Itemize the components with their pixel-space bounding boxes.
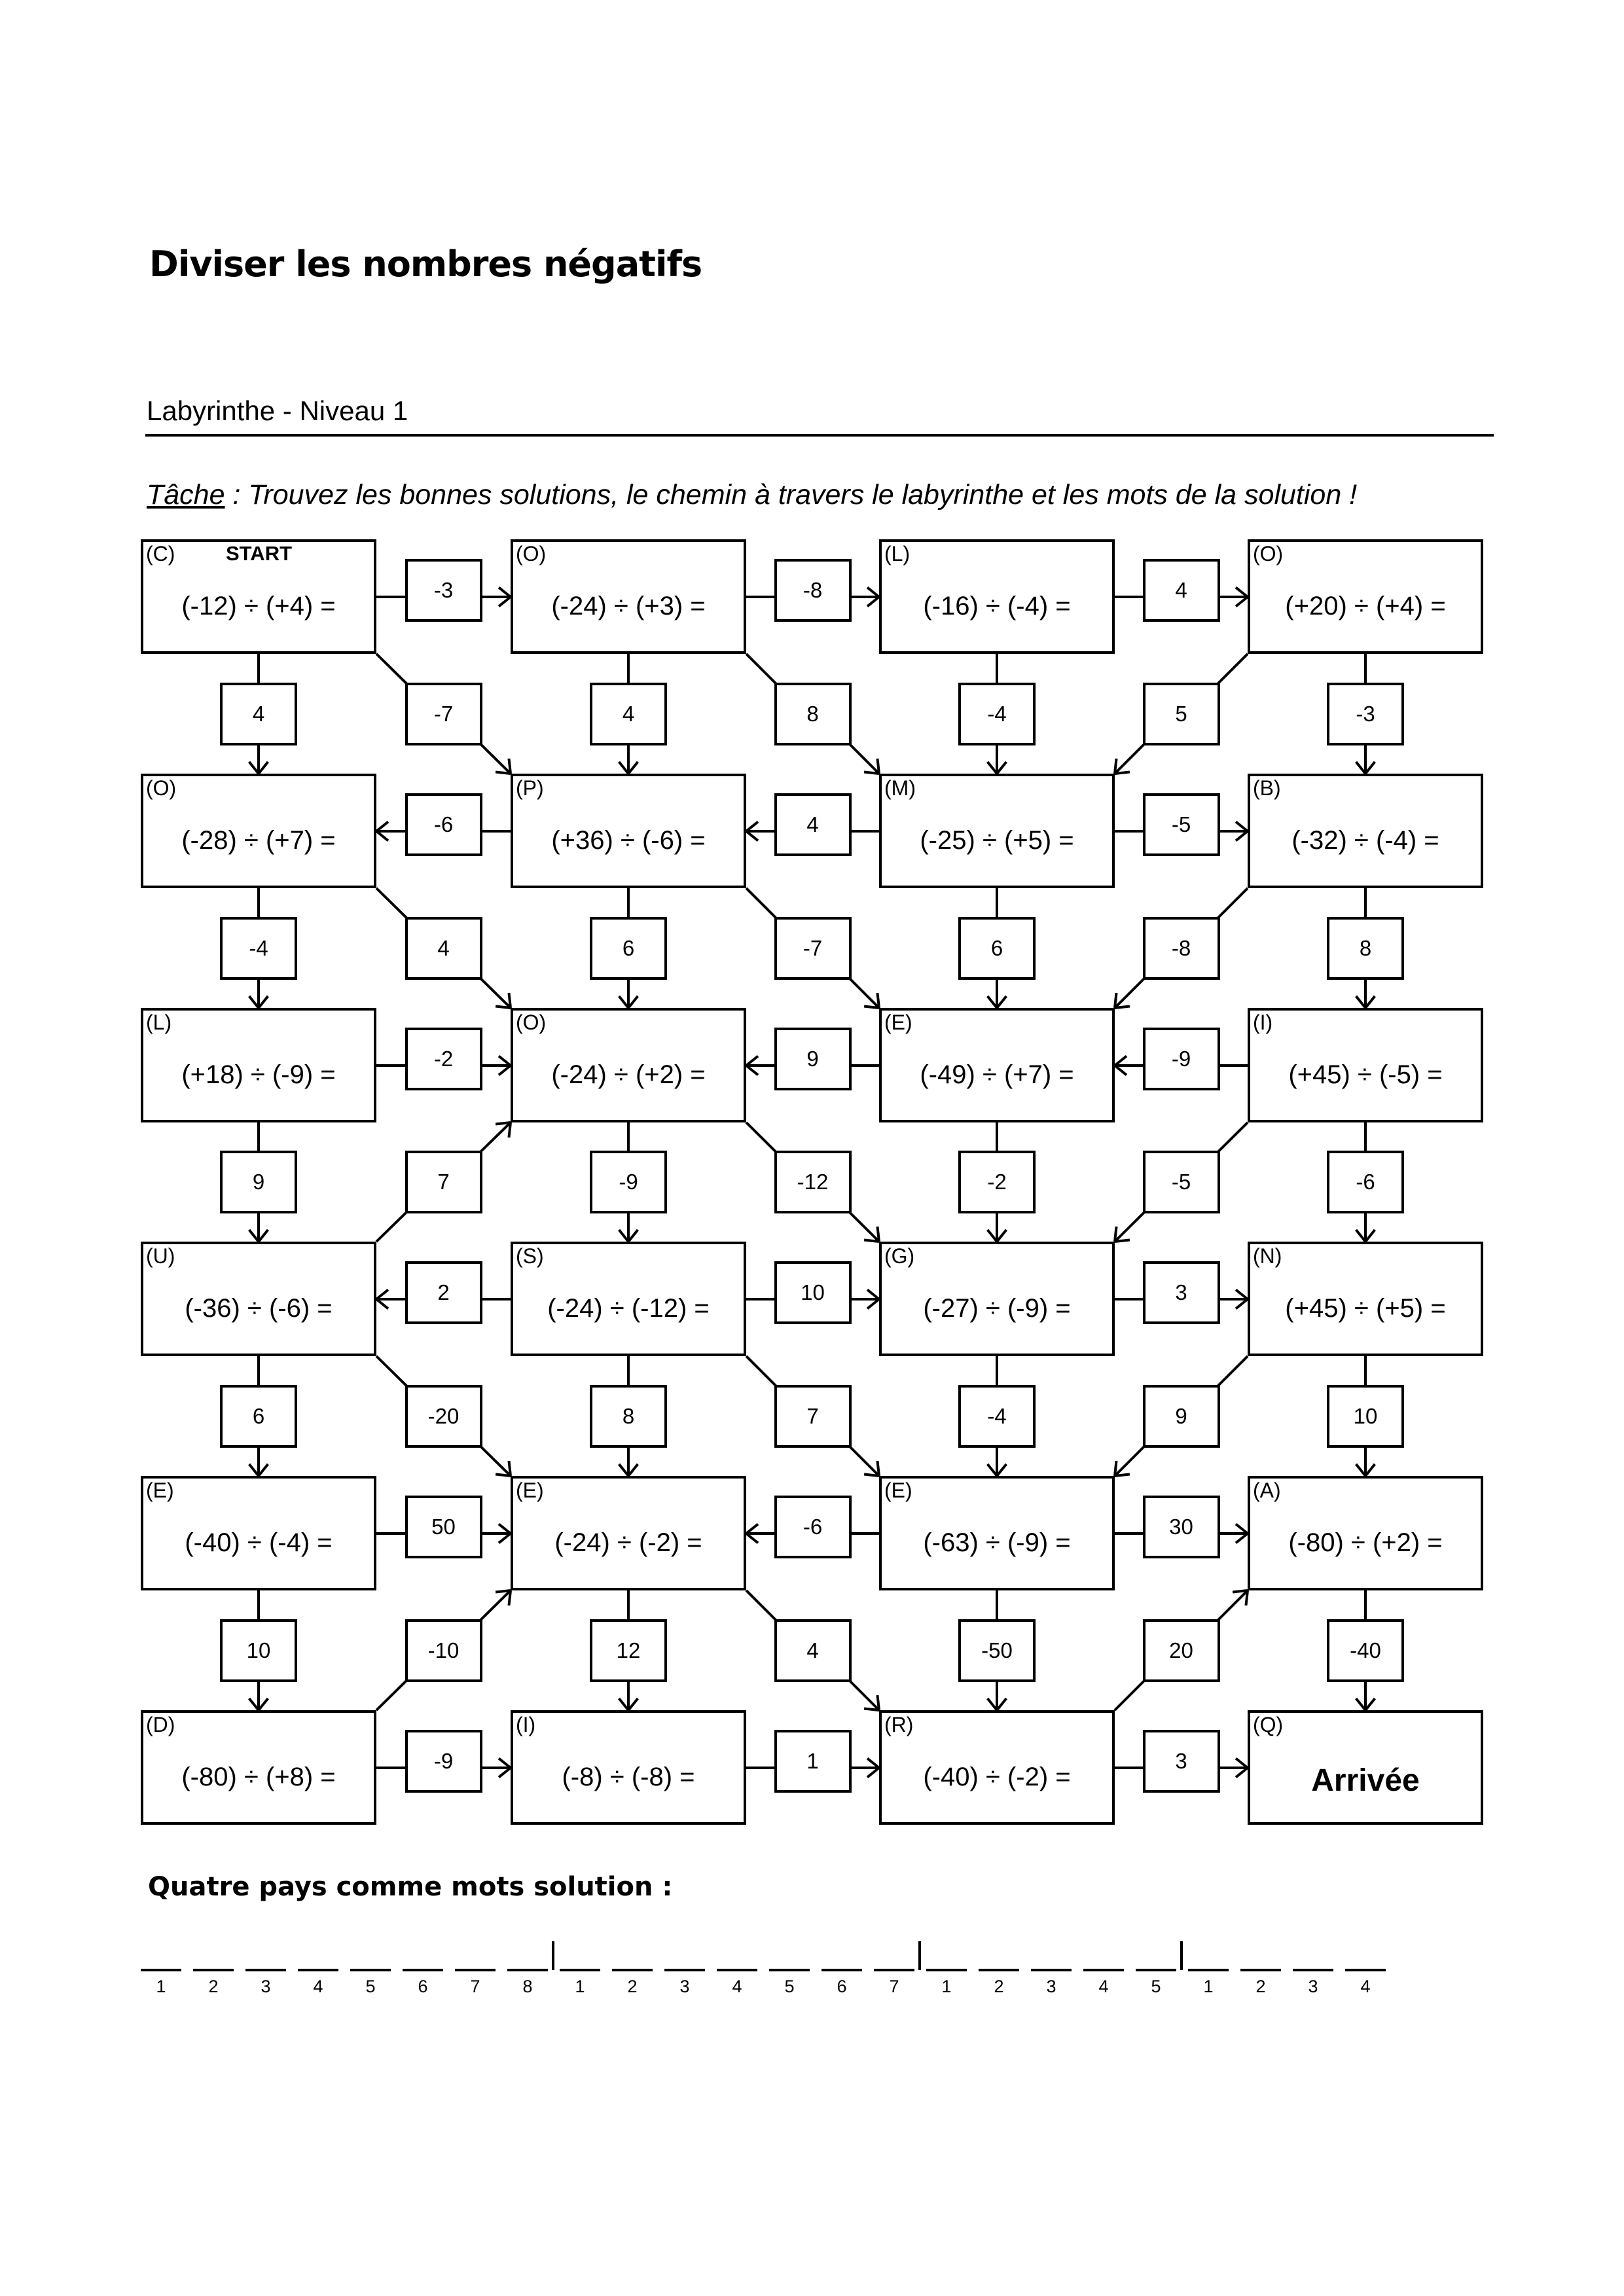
answer-option[interactable]: -6 (774, 1496, 852, 1558)
division-expression: (-25) ÷ (+5) = (920, 826, 1074, 855)
letter-blank[interactable] (1083, 1943, 1124, 1971)
connector-line (249, 1464, 259, 1476)
blank-number: 1 (156, 1977, 166, 1996)
answer-option[interactable]: 20 (1143, 1619, 1220, 1682)
connector-line (997, 1464, 1006, 1476)
connector-line (376, 1299, 388, 1308)
word-separator (1180, 1941, 1183, 1970)
division-expression: (+36) ÷ (-6) = (551, 826, 706, 855)
blank-number: 2 (627, 1977, 638, 1996)
answer-option[interactable]: 10 (774, 1261, 852, 1324)
answer-option[interactable]: -9 (1143, 1028, 1220, 1090)
letter-blank[interactable] (979, 1943, 1019, 1971)
division-expression: (+45) ÷ (+5) = (1285, 1294, 1446, 1323)
letter-blank[interactable] (1345, 1943, 1386, 1971)
division-expression: (-40) ÷ (-4) = (185, 1528, 333, 1557)
answer-option[interactable]: 4 (774, 793, 852, 856)
answer-option[interactable]: 7 (405, 1151, 482, 1213)
connector-line (1115, 772, 1130, 774)
connector-line (376, 822, 388, 831)
maze-cell (141, 1242, 376, 1356)
connector-line (877, 993, 879, 1008)
answer-option[interactable]: -5 (1143, 793, 1220, 856)
blank-number: 1 (575, 1977, 585, 1996)
answer-option[interactable]: -6 (1327, 1151, 1404, 1213)
division-expression: (-49) ÷ (+7) = (920, 1060, 1074, 1089)
connector-line (988, 1698, 997, 1710)
connector-line (1236, 831, 1248, 840)
division-expression: (-80) ÷ (+8) = (181, 1763, 336, 1791)
maze-cell (1248, 1242, 1483, 1356)
maze-cell (511, 1710, 746, 1825)
maze-cell (141, 1008, 376, 1122)
answer-option[interactable]: 8 (590, 1385, 667, 1448)
blank-number: 3 (679, 1977, 690, 1996)
connector-line (259, 762, 268, 774)
letter-blank[interactable] (507, 1943, 548, 1971)
letter-blank[interactable] (141, 1943, 181, 1971)
maze-cell (879, 1476, 1115, 1590)
connector-line (1115, 1240, 1130, 1242)
connector-line (1365, 762, 1375, 774)
connector-line (1236, 588, 1248, 597)
letter-blank[interactable] (1293, 1943, 1333, 1971)
connector-line (619, 1698, 628, 1710)
connector-line (988, 1230, 997, 1242)
maze-cell (879, 539, 1115, 654)
division-expression: (-63) ÷ (-9) = (923, 1528, 1071, 1557)
connector-line (867, 1759, 879, 1768)
connector-line (864, 772, 879, 774)
maze-cell (1248, 1008, 1483, 1122)
maze-cell (879, 774, 1115, 888)
blank-number: 4 (1360, 1977, 1371, 1996)
connector-line (997, 1230, 1006, 1242)
connector-line (499, 597, 511, 606)
answer-option[interactable]: -9 (590, 1151, 667, 1213)
connector-line (867, 1290, 879, 1299)
cell-letter: (C) (146, 542, 175, 565)
connector-line (259, 1464, 268, 1476)
letter-blank[interactable] (874, 1943, 914, 1971)
maze-cell (511, 1476, 746, 1590)
letter-blank[interactable] (612, 1943, 653, 1971)
connector-line (496, 1590, 511, 1592)
answer-option[interactable]: 9 (774, 1028, 852, 1090)
answer-option[interactable]: 6 (958, 917, 1036, 980)
connector-line (1115, 993, 1117, 1008)
division-expression: (-24) ÷ (-2) = (554, 1528, 702, 1557)
connector-line (1115, 1056, 1127, 1066)
letter-blank[interactable] (350, 1943, 391, 1971)
answer-option[interactable]: -9 (405, 1730, 482, 1793)
connector-line (376, 1290, 388, 1299)
answer-option[interactable]: 10 (220, 1619, 297, 1682)
connector-line (746, 1056, 758, 1066)
cell-letter: (U) (146, 1244, 175, 1268)
answer-option[interactable]: 3 (1143, 1261, 1220, 1324)
connector-line (877, 759, 879, 774)
blank-number: 7 (470, 1977, 480, 1996)
blank-number: 3 (261, 1977, 271, 1996)
connector-line (864, 1474, 879, 1476)
blank-number: 4 (313, 1977, 323, 1996)
connector-line (864, 1240, 879, 1242)
connector-line (1115, 759, 1117, 774)
blank-number: 5 (1151, 1977, 1161, 1996)
letter-blank[interactable] (560, 1943, 600, 1971)
cell-letter: (E) (884, 1479, 912, 1502)
connector-line (864, 1708, 879, 1710)
letter-blank[interactable] (821, 1943, 862, 1971)
maze-cell (1248, 539, 1483, 654)
blank-number: 5 (365, 1977, 376, 1996)
cell-letter: (O) (516, 542, 547, 565)
connector-line (1365, 996, 1375, 1008)
cell-letter: (I) (516, 1713, 536, 1736)
connector-line (499, 1759, 511, 1768)
connector-line (988, 762, 997, 774)
letter-blank[interactable] (245, 1943, 286, 1971)
division-expression: (-12) ÷ (+4) = (181, 592, 336, 620)
blank-number: 8 (522, 1977, 533, 1996)
blank-number: 6 (418, 1977, 428, 1996)
letter-blank[interactable] (664, 1943, 705, 1971)
maze-cell (511, 1008, 746, 1122)
maze-cell (511, 1242, 746, 1356)
answer-option[interactable]: 5 (1143, 683, 1220, 745)
blank-number: 2 (994, 1977, 1004, 1996)
word-separator (918, 1941, 921, 1970)
division-expression: (-24) ÷ (+2) = (551, 1060, 706, 1089)
answer-option[interactable]: 30 (1143, 1496, 1220, 1558)
connector-line (619, 762, 628, 774)
connector-line (1233, 1590, 1248, 1592)
cell-letter: (B) (1253, 776, 1281, 800)
connector-line (1115, 1227, 1117, 1242)
maze-cell (1248, 1476, 1483, 1590)
answer-option[interactable]: -6 (405, 793, 482, 856)
connector-line (499, 1768, 511, 1777)
answer-option[interactable]: 9 (1143, 1385, 1220, 1448)
connector-line (628, 1698, 638, 1710)
cell-letter: (Q) (1253, 1713, 1284, 1736)
cell-letter: (P) (516, 776, 544, 800)
connector-line (499, 1524, 511, 1534)
connector-line (509, 1590, 511, 1605)
solution-blanks (141, 1943, 1450, 1995)
division-expression: (-28) ÷ (+7) = (181, 826, 336, 855)
connector-line (997, 996, 1006, 1008)
connector-line (867, 597, 879, 606)
connector-line (496, 772, 511, 774)
solution-title: Quatre pays comme mots solution : (148, 1872, 673, 1902)
letter-blank[interactable] (769, 1943, 810, 1971)
task-text: : Trouvez les bonnes solutions, le chemin à travers le labyrinthe et les mots de la solution ! (225, 479, 1358, 511)
answer-option[interactable]: 8 (774, 683, 852, 745)
connector-line (496, 1122, 511, 1124)
connector-line (496, 1006, 511, 1008)
answer-option[interactable]: 7 (774, 1385, 852, 1448)
connector-line (1236, 1290, 1248, 1299)
answer-option[interactable]: 4 (220, 683, 297, 745)
connector-line (1236, 1759, 1248, 1768)
cell-letter: (G) (884, 1244, 915, 1268)
cell-letter: (E) (146, 1479, 174, 1502)
answer-option[interactable]: 1 (774, 1730, 852, 1793)
blank-number: 1 (941, 1977, 952, 1996)
letter-blank[interactable] (193, 1943, 234, 1971)
division-expression: (-40) ÷ (-2) = (923, 1763, 1071, 1791)
letter-blank[interactable] (455, 1943, 496, 1971)
finish-label: Arrivée (1311, 1763, 1420, 1798)
answer-option[interactable]: -8 (1143, 917, 1220, 980)
connector-line (249, 1698, 259, 1710)
maze-cell (879, 1008, 1115, 1122)
cell-letter: (L) (884, 542, 911, 565)
answer-option[interactable]: -3 (1327, 683, 1404, 745)
answer-option[interactable]: -2 (405, 1028, 482, 1090)
connector-line (746, 1066, 758, 1075)
answer-option[interactable]: 6 (590, 917, 667, 980)
blank-number: 5 (784, 1977, 795, 1996)
answer-option[interactable]: 4 (1143, 559, 1220, 622)
connector-line (259, 1698, 268, 1710)
connector-line (1356, 1464, 1365, 1476)
letter-blank[interactable] (1136, 1943, 1176, 1971)
division-expression: (-36) ÷ (-6) = (185, 1294, 333, 1323)
division-expression: (-16) ÷ (-4) = (923, 592, 1071, 620)
connector-line (1356, 1230, 1365, 1242)
maze-cell (511, 774, 746, 888)
connector-line (1365, 1230, 1375, 1242)
connector-line (1115, 1461, 1117, 1476)
connector-line (509, 1461, 511, 1476)
connector-line (249, 996, 259, 1008)
task-label: Tâche (147, 479, 225, 511)
maze-cell (511, 539, 746, 654)
connector-line (628, 762, 638, 774)
worksheet-subtitle: Labyrinthe - Niveau 1 (147, 395, 408, 426)
connector-line (1356, 996, 1365, 1008)
word-separator (552, 1941, 554, 1970)
connector-line (509, 1122, 511, 1138)
blank-number: 1 (1203, 1977, 1214, 1996)
answer-option[interactable]: 8 (1327, 917, 1404, 980)
connector-line (499, 588, 511, 597)
division-expression: (-80) ÷ (+2) = (1288, 1528, 1443, 1557)
maze-cell (1248, 1710, 1483, 1825)
connector-line (1236, 597, 1248, 606)
connector-line (1356, 762, 1365, 774)
connector-line (499, 1056, 511, 1066)
connector-line (376, 831, 388, 840)
answer-option[interactable]: 9 (220, 1151, 297, 1213)
blank-number: 6 (837, 1977, 847, 1996)
connector-line (1115, 1066, 1127, 1075)
connector-line (988, 996, 997, 1008)
connector-line (867, 1299, 879, 1308)
connector-line (628, 1464, 638, 1476)
blank-number: 3 (1308, 1977, 1318, 1996)
letter-blank[interactable] (1188, 1943, 1229, 1971)
cell-letter: (R) (884, 1713, 914, 1736)
connector-line (628, 996, 638, 1008)
maze-cell (141, 539, 376, 654)
connector-line (628, 1230, 638, 1242)
page-title: Diviser les nombres négatifs (149, 243, 702, 285)
connector-line (1236, 1534, 1248, 1543)
connector-line (877, 1461, 879, 1476)
connector-line (867, 1768, 879, 1777)
letter-blank[interactable] (403, 1943, 443, 1971)
connector-line (746, 1524, 758, 1534)
answer-option[interactable]: 4 (405, 917, 482, 980)
connector-line (1115, 1474, 1130, 1476)
answer-option[interactable]: 12 (590, 1619, 667, 1682)
maze-cell (141, 1710, 376, 1825)
connector-line (619, 996, 628, 1008)
connector-line (988, 1464, 997, 1476)
answer-option[interactable]: -7 (774, 917, 852, 980)
answer-option[interactable]: -5 (1143, 1151, 1220, 1213)
blank-number: 2 (208, 1977, 219, 1996)
maze-cell (141, 1476, 376, 1590)
answer-option[interactable]: -4 (958, 683, 1036, 745)
start-label: START (226, 542, 293, 565)
connector-line (249, 762, 259, 774)
cell-letter: (L) (146, 1011, 172, 1034)
division-expression: (+20) ÷ (+4) = (1285, 592, 1446, 620)
connector-line (1246, 1590, 1248, 1605)
division-expression: (-24) ÷ (-12) = (547, 1294, 710, 1323)
connector-line (997, 1698, 1006, 1710)
connector-line (1356, 1698, 1365, 1710)
answer-option[interactable]: 4 (590, 683, 667, 745)
connector-line (1236, 1299, 1248, 1308)
division-expression: (-32) ÷ (-4) = (1291, 826, 1439, 855)
connector-line (864, 1006, 879, 1008)
cell-letter: (E) (516, 1479, 544, 1502)
connector-line (619, 1230, 628, 1242)
answer-option[interactable]: -40 (1327, 1619, 1404, 1682)
connector-line (746, 822, 758, 831)
answer-option[interactable]: 6 (220, 1385, 297, 1448)
maze-cell (141, 774, 376, 888)
cell-letter: (M) (884, 776, 916, 800)
answer-option[interactable]: -4 (220, 917, 297, 980)
answer-option[interactable]: -10 (405, 1619, 482, 1682)
cell-letter: (O) (516, 1011, 547, 1034)
letter-blank[interactable] (1031, 1943, 1072, 1971)
blank-number: 4 (732, 1977, 742, 1996)
maze-cell (879, 1710, 1115, 1825)
letter-blank[interactable] (1240, 1943, 1281, 1971)
blank-number: 2 (1255, 1977, 1266, 1996)
connector-line (249, 1230, 259, 1242)
connector-line (259, 1230, 268, 1242)
connector-line (619, 1464, 628, 1476)
connector-line (1236, 822, 1248, 831)
blank-number: 4 (1098, 1977, 1109, 1996)
answer-option[interactable]: 10 (1327, 1385, 1404, 1448)
cell-letter: (A) (1253, 1479, 1281, 1502)
connector-line (1236, 1524, 1248, 1534)
blank-number: 3 (1046, 1977, 1056, 1996)
answer-option[interactable]: -50 (958, 1619, 1036, 1682)
letter-blank[interactable] (717, 1943, 757, 1971)
connector-line (509, 993, 511, 1008)
connector-line (1115, 1006, 1130, 1008)
connector-line (1365, 1464, 1375, 1476)
answer-option[interactable]: -20 (405, 1385, 482, 1448)
answer-option[interactable]: 50 (405, 1496, 482, 1558)
answer-option[interactable]: 3 (1143, 1730, 1220, 1793)
answer-option[interactable]: -3 (405, 559, 482, 622)
division-expression: (+45) ÷ (-5) = (1288, 1060, 1443, 1089)
connector-line (259, 996, 268, 1008)
cell-letter: (I) (1253, 1011, 1273, 1034)
answer-option[interactable]: -4 (958, 1385, 1036, 1448)
division-expression: (-24) ÷ (+3) = (551, 592, 706, 620)
cell-letter: (O) (146, 776, 177, 800)
cell-letter: (O) (1253, 542, 1284, 565)
cell-letter: (S) (516, 1244, 544, 1268)
connector-line (746, 1534, 758, 1543)
connector-line (499, 1534, 511, 1543)
connector-line (499, 1066, 511, 1075)
division-expression: (-8) ÷ (-8) = (562, 1763, 695, 1791)
connector-line (496, 1474, 511, 1476)
letter-blank[interactable] (926, 1943, 967, 1971)
connector-line (1365, 1698, 1375, 1710)
maze-cell (879, 1242, 1115, 1356)
letter-blank[interactable] (298, 1943, 338, 1971)
cell-letter: (D) (146, 1713, 175, 1736)
cell-letter: (N) (1253, 1244, 1282, 1268)
answer-option[interactable]: -2 (958, 1151, 1036, 1213)
answer-option[interactable]: 2 (405, 1261, 482, 1324)
division-expression: (+18) ÷ (-9) = (181, 1060, 336, 1089)
cell-letter: (E) (884, 1011, 912, 1034)
answer-option[interactable]: 4 (774, 1619, 852, 1682)
blank-number: 7 (889, 1977, 899, 1996)
connector-line (997, 762, 1006, 774)
answer-option[interactable]: -8 (774, 559, 852, 622)
maze-cell (1248, 774, 1483, 888)
connector-line (509, 759, 511, 774)
answer-option[interactable]: -7 (405, 683, 482, 745)
connector-line (877, 1227, 879, 1242)
answer-option[interactable]: -12 (774, 1151, 852, 1213)
connector-line (746, 831, 758, 840)
connector-line (1236, 1768, 1248, 1777)
connector-line (877, 1695, 879, 1710)
division-expression: (-27) ÷ (-9) = (923, 1294, 1071, 1323)
connector-line (867, 588, 879, 597)
